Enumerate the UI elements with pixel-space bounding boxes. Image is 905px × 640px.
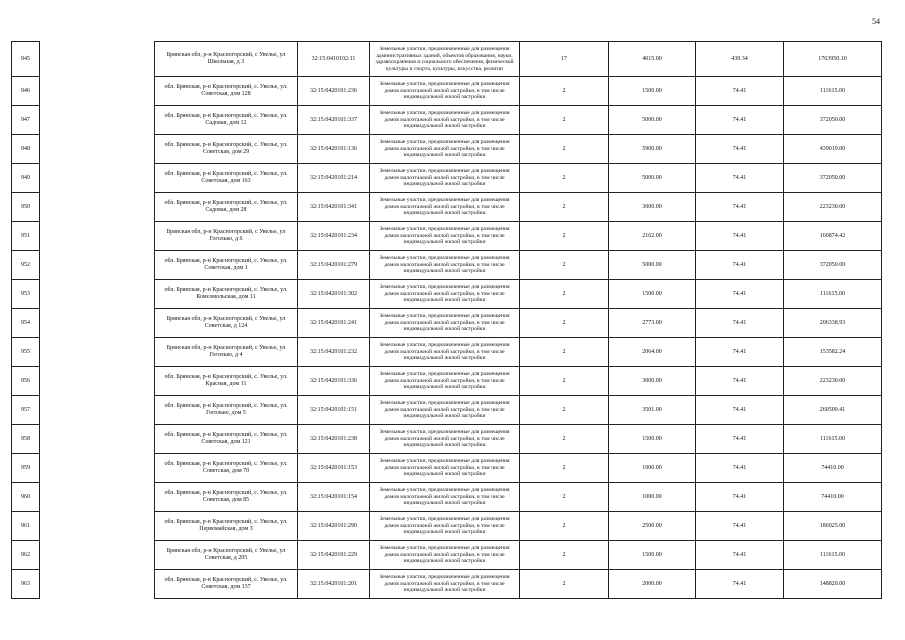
group-number-cell: 2 — [520, 483, 609, 512]
address-cell: обл. Брянская, р-н Красногорский, с. Увелье, ул. Советская, дом 29 — [155, 135, 298, 164]
address-cell: обл. Брянская, р-н Красногорский, с. Увелье, ул. Садовая, дом 12 — [155, 106, 298, 135]
row-number-cell: 958 — [12, 425, 40, 454]
gap-cell — [40, 193, 155, 222]
area-cell: 1500.00 — [609, 280, 696, 309]
cadastral-number-cell: 32:15:0420101:153 — [298, 454, 370, 483]
cadastral-number-cell: 32:15:0420101:236 — [298, 77, 370, 106]
table-row — [12, 135, 882, 164]
group-number-cell: 2 — [520, 251, 609, 280]
table-row — [12, 164, 882, 193]
group-number-cell: 2 — [520, 135, 609, 164]
table-row — [12, 42, 882, 77]
address-cell: обл. Брянская, р-н Красногорский, с. Увелье, ул. Советская, дом 85 — [155, 483, 298, 512]
cadastral-number-cell: 32:15:0420101:136 — [298, 135, 370, 164]
gap-cell — [40, 541, 155, 570]
specific-value-cell: 74.41 — [696, 106, 784, 135]
specific-value-cell: 74.41 — [696, 251, 784, 280]
table-row — [12, 483, 882, 512]
table-row — [12, 193, 882, 222]
gap-cell — [40, 222, 155, 251]
cadastral-value-cell: 439019.00 — [784, 135, 882, 164]
land-use-type-cell: Земельные участки, предназначенные для размещения домов малоэтажной жилой застройки, в том числе индивидуальной жилой застройки — [370, 425, 520, 454]
group-number-cell: 2 — [520, 222, 609, 251]
group-number-cell: 2 — [520, 77, 609, 106]
cadastral-value-cell: 111615.00 — [784, 425, 882, 454]
table-row — [12, 396, 882, 425]
group-number-cell: 2 — [520, 164, 609, 193]
table-row — [12, 541, 882, 570]
group-number-cell: 2 — [520, 106, 609, 135]
land-use-type-cell: Земельные участки, предназначенные для размещения домов малоэтажной жилой застройки, в том числе индивидуальной жилой застройки — [370, 570, 520, 599]
address-cell: обл. Брянская, р-н Красногорский, с. Увелье, ул. Советская, дом 163 — [155, 164, 298, 193]
row-number-cell: 954 — [12, 309, 40, 338]
gap-cell — [40, 367, 155, 396]
table-row — [12, 570, 882, 599]
table-row — [12, 251, 882, 280]
cadastral-value-cell: 74410.00 — [784, 454, 882, 483]
group-number-cell: 2 — [520, 367, 609, 396]
cadastral-number-cell: 32:15:0420101:279 — [298, 251, 370, 280]
land-use-type-cell: Земельные участки, предназначенные для размещения домов малоэтажной жилой застройки, в том числе индивидуальной жилой застройки — [370, 222, 520, 251]
row-number-cell: 959 — [12, 454, 40, 483]
specific-value-cell: 74.41 — [696, 135, 784, 164]
row-number-cell: 957 — [12, 396, 40, 425]
specific-value-cell: 74.41 — [696, 193, 784, 222]
address-cell: обл. Брянская, р-н Красногорский, с. Увелье, ул. Садовая, дом 28 — [155, 193, 298, 222]
address-cell: Брянская обл, р-н Красногорский, с Увелье, ул Гоголько, д 6 — [155, 222, 298, 251]
area-cell: 2500.00 — [609, 512, 696, 541]
gap-cell — [40, 135, 155, 164]
land-use-type-cell: Земельные участки, предназначенные для размещения домов малоэтажной жилой застройки, в том числе индивидуальной жилой застройки — [370, 280, 520, 309]
row-number-cell: 951 — [12, 222, 40, 251]
table-row — [12, 367, 882, 396]
gap-cell — [40, 77, 155, 106]
row-number-cell: 950 — [12, 193, 40, 222]
address-cell: обл. Брянская, р-н Красногорский, с. Увелье, ул. Первомайская, дом 3 — [155, 512, 298, 541]
land-use-type-cell: Земельные участки, предназначенные для размещения домов малоэтажной жилой застройки, в том числе индивидуальной жилой застройки — [370, 483, 520, 512]
gap-cell — [40, 454, 155, 483]
table-row — [12, 222, 882, 251]
land-use-type-cell: Земельные участки, предназначенные для размещения домов малоэтажной жилой застройки, в том числе индивидуальной жилой застройки — [370, 77, 520, 106]
land-use-type-cell: Земельные участки, предназначенные для размещения домов малоэтажной жилой застройки, в том числе индивидуальной жилой застройки — [370, 309, 520, 338]
table-row — [12, 425, 882, 454]
area-cell: 5000.00 — [609, 251, 696, 280]
specific-value-cell: 74.41 — [696, 454, 784, 483]
row-number-cell: 948 — [12, 135, 40, 164]
gap-cell — [40, 251, 155, 280]
cadastral-value-cell: 74410.00 — [784, 483, 882, 512]
cadastral-number-cell: 32:15:0420101:229 — [298, 541, 370, 570]
cadastral-value-cell: 223230.00 — [784, 193, 882, 222]
cadastral-number-cell: 32:15:0420101:302 — [298, 280, 370, 309]
address-cell: обл. Брянская, р-н Красногорский, с. Увелье, ул. Комсомольская, дом 11 — [155, 280, 298, 309]
specific-value-cell: 74.41 — [696, 222, 784, 251]
land-use-type-cell: Земельные участки, предназначенные для размещения домов малоэтажной жилой застройки, в том числе индивидуальной жилой застройки — [370, 193, 520, 222]
specific-value-cell: 74.41 — [696, 396, 784, 425]
group-number-cell: 2 — [520, 280, 609, 309]
land-use-type-cell: Земельные участки, предназначенные для размещения домов малоэтажной жилой застройки, в том числе индивидуальной жилой застройки — [370, 251, 520, 280]
address-cell: Брянская обл, р-н Красногорский, с Увелье, ул Советская, д 205 — [155, 541, 298, 570]
cadastral-number-cell: 32:15:0420101:151 — [298, 396, 370, 425]
land-use-type-cell: Земельные участки, предназначенные для размещения домов малоэтажной жилой застройки, в том числе индивидуальной жилой застройки — [370, 135, 520, 164]
gap-cell — [40, 280, 155, 309]
address-cell: обл. Брянская, р-н Красногорский, с. Увелье, ул. Красная, дом 11 — [155, 367, 298, 396]
group-number-cell: 2 — [520, 454, 609, 483]
cadastral-value-cell: 260509.41 — [784, 396, 882, 425]
area-cell: 1500.00 — [609, 77, 696, 106]
group-number-cell: 2 — [520, 541, 609, 570]
gap-cell — [40, 425, 155, 454]
table-row — [12, 280, 882, 309]
address-cell: Брянская обл, р-н Красногорский, с Увелье, ул Гоголько, д 4 — [155, 338, 298, 367]
row-number-cell: 955 — [12, 338, 40, 367]
cadastral-value-cell: 372050.00 — [784, 164, 882, 193]
specific-value-cell: 74.41 — [696, 309, 784, 338]
cadastral-number-cell: 32:15:0420101:154 — [298, 483, 370, 512]
cadastral-value-cell: 372050.00 — [784, 106, 882, 135]
table-row — [12, 338, 882, 367]
table-row — [12, 77, 882, 106]
row-number-cell: 946 — [12, 77, 40, 106]
address-cell: Брянская обл, р-н Красногорский, с Увелье, ул Советская, д 124 — [155, 309, 298, 338]
area-cell: 3000.00 — [609, 367, 696, 396]
land-use-type-cell: Земельные участки, предназначенные для размещения домов малоэтажной жилой застройки, в том числе индивидуальной жилой застройки — [370, 454, 520, 483]
cadastral-value-cell: 160874.42 — [784, 222, 882, 251]
gap-cell — [40, 483, 155, 512]
land-use-type-cell: Земельные участки, предназначенные для размещения домов малоэтажной жилой застройки, в том числе индивидуальной жилой застройки — [370, 367, 520, 396]
row-number-cell: 956 — [12, 367, 40, 396]
gap-cell — [40, 164, 155, 193]
land-use-type-cell: Земельные участки, предназначенные для размещения домов малоэтажной жилой застройки, в том числе индивидуальной жилой застройки — [370, 541, 520, 570]
specific-value-cell: 74.41 — [696, 483, 784, 512]
area-cell: 3501.00 — [609, 396, 696, 425]
gap-cell — [40, 309, 155, 338]
area-cell: 1000.00 — [609, 483, 696, 512]
specific-value-cell: 439.34 — [696, 42, 784, 77]
cadastral-value-cell: 111615.00 — [784, 541, 882, 570]
row-number-cell: 947 — [12, 106, 40, 135]
gap-cell — [40, 106, 155, 135]
row-number-cell: 949 — [12, 164, 40, 193]
group-number-cell: 2 — [520, 309, 609, 338]
area-cell: 4015.00 — [609, 42, 696, 77]
cadastral-value-cell: 111615.00 — [784, 280, 882, 309]
cadastral-number-cell: 32:15:0410102:11 — [298, 42, 370, 77]
area-cell: 2000.00 — [609, 570, 696, 599]
area-cell: 1500.00 — [609, 541, 696, 570]
area-cell: 5000.00 — [609, 106, 696, 135]
group-number-cell: 2 — [520, 338, 609, 367]
specific-value-cell: 74.41 — [696, 280, 784, 309]
area-cell: 3000.00 — [609, 193, 696, 222]
cadastral-value-table — [11, 41, 882, 599]
address-cell: обл. Брянская, р-н Красногорский, с. Увелье, ул. Советская, дом 137 — [155, 570, 298, 599]
gap-cell — [40, 396, 155, 425]
group-number-cell: 2 — [520, 396, 609, 425]
specific-value-cell: 74.41 — [696, 570, 784, 599]
address-cell: Брянская обл, р-н Красногорский, с Увелье, ул Школьная, д 3 — [155, 42, 298, 77]
area-cell: 2773.00 — [609, 309, 696, 338]
gap-cell — [40, 570, 155, 599]
table-row — [12, 454, 882, 483]
table-row — [12, 106, 882, 135]
land-use-type-cell: Земельные участки, предназначенные для размещения домов малоэтажной жилой застройки, в том числе индивидуальной жилой застройки — [370, 106, 520, 135]
row-number-cell: 945 — [12, 42, 40, 77]
group-number-cell: 2 — [520, 193, 609, 222]
cadastral-value-cell: 206338.93 — [784, 309, 882, 338]
cadastral-number-cell: 32:15:0420101:341 — [298, 193, 370, 222]
specific-value-cell: 74.41 — [696, 164, 784, 193]
address-cell: обл. Брянская, р-н Красногорский, с. Увелье, ул. Советская, дом 1 — [155, 251, 298, 280]
table-row — [12, 512, 882, 541]
address-cell: обл. Брянская, р-н Красногорский, с. Увелье, ул. Советская, дом 70 — [155, 454, 298, 483]
cadastral-number-cell: 32:15:0420101:290 — [298, 512, 370, 541]
specific-value-cell: 74.41 — [696, 512, 784, 541]
specific-value-cell: 74.41 — [696, 541, 784, 570]
table-row — [12, 309, 882, 338]
address-cell: обл. Брянская, р-н Красногорский, с. Увелье, ул. Советская, дом 128 — [155, 77, 298, 106]
area-cell: 2064.00 — [609, 338, 696, 367]
row-number-cell: 960 — [12, 483, 40, 512]
area-cell: 1500.00 — [609, 425, 696, 454]
area-cell: 5000.00 — [609, 164, 696, 193]
group-number-cell: 2 — [520, 425, 609, 454]
cadastral-number-cell: 32:15:0420101:337 — [298, 106, 370, 135]
cadastral-value-cell: 372050.00 — [784, 251, 882, 280]
cadastral-value-cell: 111615.00 — [784, 77, 882, 106]
specific-value-cell: 74.41 — [696, 77, 784, 106]
row-number-cell: 962 — [12, 541, 40, 570]
cadastral-number-cell: 32:15:0420101:201 — [298, 570, 370, 599]
cadastral-value-cell: 148820.00 — [784, 570, 882, 599]
group-number-cell: 2 — [520, 570, 609, 599]
area-cell: 5900.00 — [609, 135, 696, 164]
land-use-type-cell: Земельные участки, предназначенные для размещения домов малоэтажной жилой застройки, в том числе индивидуальной жилой застройки — [370, 338, 520, 367]
row-number-cell: 961 — [12, 512, 40, 541]
page-number: 54 — [872, 17, 880, 26]
gap-cell — [40, 338, 155, 367]
cadastral-value-cell: 186025.00 — [784, 512, 882, 541]
cadastral-number-cell: 32:15:0420101:214 — [298, 164, 370, 193]
address-cell: обл. Брянская, р-н Красногорский, с. Увелье, ул. Гоголько, дом 5 — [155, 396, 298, 425]
area-cell: 2162.00 — [609, 222, 696, 251]
cadastral-number-cell: 32:15:0420101:232 — [298, 338, 370, 367]
cadastral-value-cell: 153582.24 — [784, 338, 882, 367]
group-number-cell: 17 — [520, 42, 609, 77]
group-number-cell: 2 — [520, 512, 609, 541]
cadastral-number-cell: 32:15:0420101:238 — [298, 425, 370, 454]
cadastral-value-cell: 1763950.10 — [784, 42, 882, 77]
row-number-cell: 953 — [12, 280, 40, 309]
cadastral-number-cell: 32:15:0420101:241 — [298, 309, 370, 338]
row-number-cell: 952 — [12, 251, 40, 280]
gap-cell — [40, 42, 155, 77]
specific-value-cell: 74.41 — [696, 425, 784, 454]
specific-value-cell: 74.41 — [696, 367, 784, 396]
gap-cell — [40, 512, 155, 541]
land-use-type-cell: Земельные участки, предназначенные для размещения домов малоэтажной жилой застройки, в том числе индивидуальной жилой застройки — [370, 164, 520, 193]
land-use-type-cell: Земельные участки, предназначенные для размещения домов малоэтажной жилой застройки, в том числе индивидуальной жилой застройки — [370, 396, 520, 425]
area-cell: 1000.00 — [609, 454, 696, 483]
address-cell: обл. Брянская, р-н Красногорский, с. Увелье, ул. Советская, дом 121 — [155, 425, 298, 454]
land-use-type-cell: Земельные участки, предназначенные для размещения домов малоэтажной жилой застройки, в том числе индивидуальной жилой застройки — [370, 512, 520, 541]
specific-value-cell: 74.41 — [696, 338, 784, 367]
land-use-type-cell: Земельные участки, предназначенные для размещения административных зданий, объектов образования, науки, здравоохранения и социального обеспечения, физической культуры и спорта, культуры, искусства, религии — [370, 42, 520, 77]
row-number-cell: 963 — [12, 570, 40, 599]
cadastral-number-cell: 32:15:0420101:234 — [298, 222, 370, 251]
cadastral-number-cell: 32:15:0420101:336 — [298, 367, 370, 396]
table-body — [12, 42, 882, 599]
cadastral-value-cell: 223230.00 — [784, 367, 882, 396]
